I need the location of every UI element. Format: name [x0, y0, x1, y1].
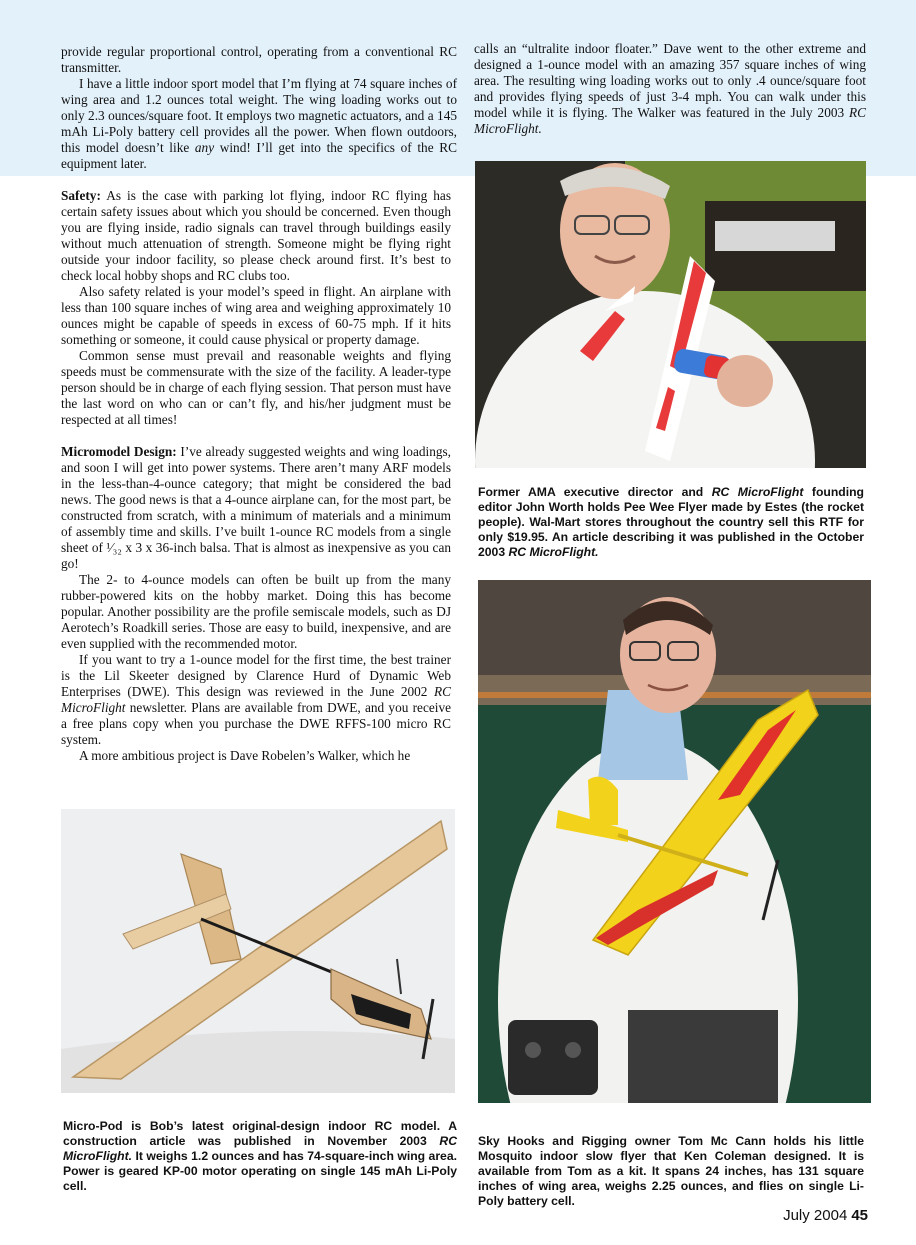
- paragraph: provide regular proportional control, operating from a conventional RC transmitter.: [61, 44, 457, 75]
- paragraph: calls an “ultralite indoor floater.” Dave went to the other extreme and designed a 1-ounce model with an amazing 357 square inches of wing area. The resulting wing loading works out to only .4 ounce/square foot and provides flying speeds of just 3-4 mph. You can walk under this model while it is flying. The Walker was featured in the July 2003 RC MicroFlight.: [474, 41, 866, 136]
- design-section: Micromodel Design: I’ve already suggested weights and wing loadings, and soon I will get into power systems. There aren’t many ARF models in the less-than-4-ounce category; that might be considered the bad news. The good news is that a 4-ounce airplane can, for the most part, be constructed from scratch, with a minimum of materials and a minimum of assembly time and skills. I’ve built 1-ounce RC models from a single sheet of ¹⁄₃₂ x 3 x 36-inch balsa. That is almost as inexpensive as you can go!: [61, 444, 452, 571]
- photo-tom-mccann-illustration: [478, 580, 871, 1103]
- caption-tom-mccann: Sky Hooks and Rigging owner Tom Mc Cann holds his little Mosquito indoor slow flyer that Ken Coleman designed. It is available from Tom as a kit. It spans 24 inches, has 131 square inches of wing area, weighs 2.25 ounces, and flies on single Li-Poly battery cell.: [478, 1134, 864, 1208]
- paragraph: Also safety related is your model’s speed in flight. An airplane with less than 100 square inches of wing area and weighing approximately 10 ounces might be capable of speeds in excess of 60-75 mph. If it hits something or someone, it could cause physical or property damage.: [61, 284, 451, 347]
- photo-micro-pod: [61, 809, 455, 1093]
- photo-john-worth-illustration: [475, 161, 866, 468]
- photo-micro-pod-illustration: [61, 809, 455, 1093]
- caption-micro-pod: Micro-Pod is Bob’s latest original-design indoor RC model. A construction article was published in November 2003 RC MicroFlight. It weighs 1.2 ounces and has 74-square-inch wing area. Power is geared KP-00 motor operating on single 145 mAh Li-Poly cell.: [63, 1119, 457, 1193]
- paragraph: The 2- to 4-ounce models can often be built up from the many rubber-powered kits on the hobby market. Doing this has become popular. Another possibility are the profile semiscale models, such as DJ Aerotech’s Roadkill series. Those are easy to build, inexpensive, and are even supplied with the recommended motor.: [61, 572, 451, 651]
- paragraph: Common sense must prevail and reasonable weights and flying speeds must be commensurate with the size of the facility. A leader-type person should be in charge of each flying session. That person must have the last word on who can or can’t fly, and his/her judgment must be respected at all times!: [61, 348, 451, 427]
- left-column-top: [61, 44, 457, 172]
- left-column-main: [61, 188, 451, 764]
- paragraph: A more ambitious project is Dave Robelen’s Walker, which he: [79, 748, 411, 763]
- issue-date: July 2004: [783, 1207, 848, 1224]
- photo-john-worth: [475, 161, 866, 468]
- page-folio: [783, 1207, 868, 1224]
- safety-section: Safety: As is the case with parking lot flying, indoor RC flying has certain safety issues about which you should be concerned. Even though you are flying inside, radio signals can travel through buildings easily without much attenuation of strength. Someone might be flying right outside your indoor facility, so please check around first. It’s best to check local hobby shops and RC clubs too.: [61, 188, 451, 283]
- section-heading: Micromodel Design:: [61, 444, 177, 459]
- paragraph: If you want to try a 1-ounce model for the first time, the best trainer is the Lil Skeeter designed by Clarence Hurd of Dynamic Web Enterprises (DWE). This design was reviewed in the June 2002 RC MicroFlight newsletter. Plans are available from DWE, and you receive a free plans copy when you purchase the DWE RFFS-100 micro RC system.: [61, 652, 451, 747]
- photo-tom-mccann: [478, 580, 871, 1103]
- right-column-top: [474, 41, 866, 137]
- paragraph: I have a little indoor sport model that I’m flying at 74 square inches of wing area and 1.2 ounces total weight. The wing loading works out to only 2.3 ounces/square foot. It employs two magnetic actuators, and a 145 mAh Li-Poly battery cell provides all the power. When flown outdoors, this model doesn’t like any wind! I’ll get into the specifics of the RC equipment later.: [61, 76, 457, 171]
- section-heading: Safety:: [61, 188, 101, 203]
- caption-john-worth: Former AMA executive director and RC MicroFlight founding editor John Worth holds Pee Wee Flyer made by Estes (the rocket people). Wal-Mart stores throughout the country sell this RTF for only $19.95. An article describing it was published in the October 2003 RC MicroFlight.: [478, 485, 865, 559]
- page-number: 45: [851, 1207, 868, 1224]
